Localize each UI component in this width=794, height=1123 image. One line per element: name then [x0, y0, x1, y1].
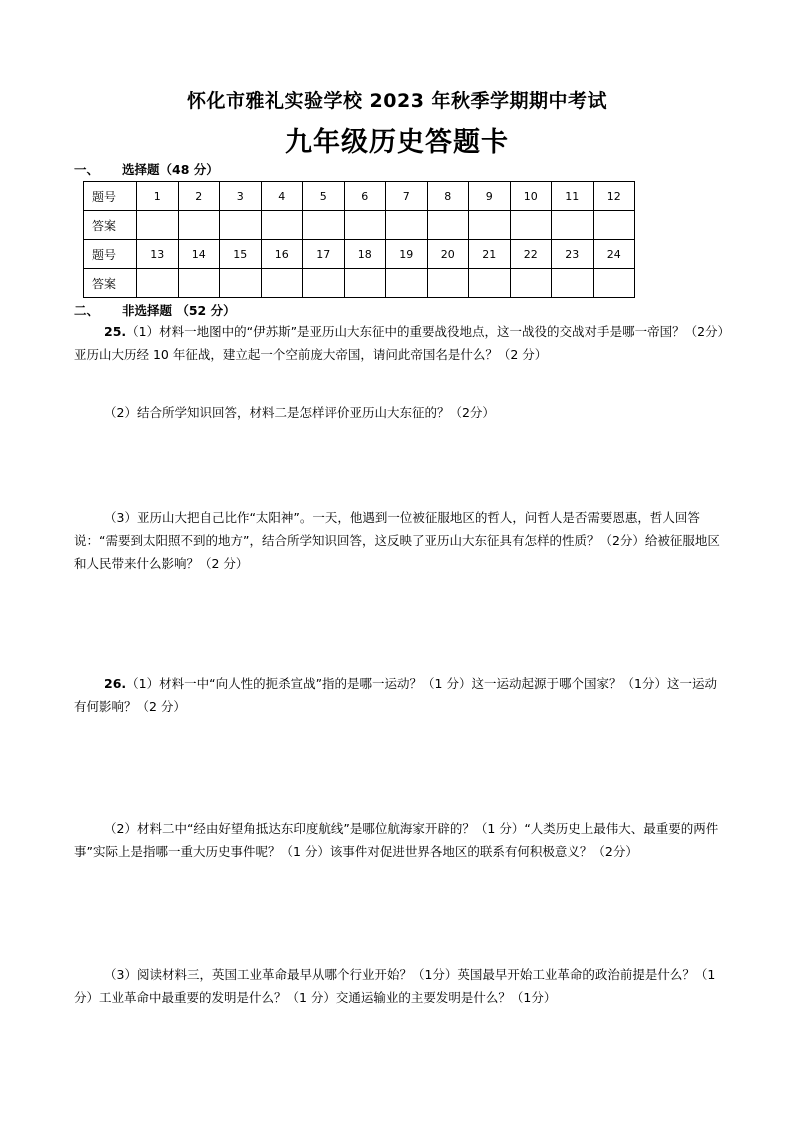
question-number: 20: [427, 240, 469, 269]
answer-cell[interactable]: [386, 211, 428, 240]
question-number: 11: [552, 182, 594, 211]
answer-cell[interactable]: [510, 211, 552, 240]
question-number: 13: [137, 240, 179, 269]
question-number: 12: [593, 182, 635, 211]
answer-cell[interactable]: [303, 211, 345, 240]
section-nonchoice-heading: [74, 301, 236, 319]
answer-cell[interactable]: [593, 211, 635, 240]
answer-cell[interactable]: [510, 269, 552, 298]
answer-cell[interactable]: [303, 269, 345, 298]
number-row: [84, 240, 635, 269]
row-label: 题号: [84, 240, 137, 269]
question-number: 9: [469, 182, 511, 211]
question-25-part-3: （3）亚历山大把自己比作“太阳神”。一天，他遇到一位被征服地区的哲人，问哲人是否需要恩惠，哲人回答说：“需要到太阳照不到的地方”，结合所学知识回答，这反映了亚历山大东征具有怎样的性质？（2分）给被征服地区和人民带来什么影响？（2 分）: [74, 510, 720, 571]
answer-cell[interactable]: [469, 269, 511, 298]
question-number: 6: [344, 182, 386, 211]
answer-cell[interactable]: [386, 269, 428, 298]
question-number: 14: [178, 240, 220, 269]
answer-card-title: 九年级历史答题卡: [285, 127, 509, 158]
exam-school-title: 怀化市雅礼实验学校 2023 年秋季学期期中考试: [186, 90, 608, 112]
question-number-label: 25.: [104, 324, 127, 339]
section-title: 选择题（48 分）: [122, 162, 219, 177]
row-label: 题号: [84, 182, 137, 211]
answer-cell[interactable]: [344, 211, 386, 240]
question-number: 3: [220, 182, 262, 211]
question-number: 1: [137, 182, 179, 211]
question-number: 18: [344, 240, 386, 269]
question-26-part-2: （2）材料二中“经由好望角抵达东印度航线”是哪位航海家开辟的？（1 分）“人类历史上最伟大、最重要的两件事”实际上是指哪一重大历史事件呢？（1 分）该事件对促进世界各地区的联系有何积极意义？（2分）: [74, 821, 719, 859]
question-number: 15: [220, 240, 262, 269]
answer-cell[interactable]: [469, 211, 511, 240]
question-number: 21: [469, 240, 511, 269]
answer-cell[interactable]: [137, 211, 179, 240]
question-number: 2: [178, 182, 220, 211]
question-number-label: 26.: [104, 676, 127, 691]
answer-cell[interactable]: [137, 269, 179, 298]
question-number: 23: [552, 240, 594, 269]
answer-cell[interactable]: [552, 269, 594, 298]
section-number: 一、: [74, 162, 100, 177]
answer-cell[interactable]: [178, 269, 220, 298]
answer-grid: [83, 181, 635, 298]
answer-cell[interactable]: [220, 269, 262, 298]
answer-cell[interactable]: [344, 269, 386, 298]
answer-cell[interactable]: [261, 269, 303, 298]
number-row: [84, 182, 635, 211]
answer-cell[interactable]: [178, 211, 220, 240]
question-26-part-3: （3）阅读材料三，英国工业革命最早从哪个行业开始？（1分）英国最早开始工业革命的政治前提是什么？（1 分）工业革命中最重要的发明是什么？（1 分）交通运输业的主要发明是什么？（1分）: [74, 967, 716, 1005]
question-number: 5: [303, 182, 345, 211]
question-text: （1）材料一中“向人性的扼杀宣战”指的是哪一运动？（1 分）这一运动起源于哪个国家？（1分）这一运动有何影响？（2 分）: [74, 676, 717, 714]
answer-cell[interactable]: [552, 211, 594, 240]
question-25-part-1: [74, 320, 724, 366]
question-number: 7: [386, 182, 428, 211]
section-choice-heading: [74, 160, 219, 178]
question-number: 10: [510, 182, 552, 211]
row-label: 答案: [84, 269, 137, 298]
question-number: 24: [593, 240, 635, 269]
answer-cell[interactable]: [220, 211, 262, 240]
question-number: 8: [427, 182, 469, 211]
question-number: 19: [386, 240, 428, 269]
section-title: 非选择题 （52 分）: [122, 303, 236, 318]
answer-row: [84, 211, 635, 240]
question-number: 16: [261, 240, 303, 269]
question-26-part-1: [74, 672, 724, 718]
question-number: 4: [261, 182, 303, 211]
row-label: 答案: [84, 211, 137, 240]
answer-cell[interactable]: [593, 269, 635, 298]
section-number: 二、: [74, 303, 100, 318]
answer-cell[interactable]: [261, 211, 303, 240]
question-number: 22: [510, 240, 552, 269]
answer-cell[interactable]: [427, 269, 469, 298]
answer-row: [84, 269, 635, 298]
answer-cell[interactable]: [427, 211, 469, 240]
question-number: 17: [303, 240, 345, 269]
question-text: （1）材料一地图中的“伊苏斯”是亚历山大东征中的重要战役地点，这一战役的交战对手是哪一帝国？（2分）亚历山大历经 10 年征战，建立起一个空前庞大帝国，请问此帝国名是什么？（2 分）: [74, 324, 724, 362]
question-25-part-2: （2）结合所学知识回答，材料二是怎样评价亚历山大东征的？（2分）: [104, 405, 495, 420]
